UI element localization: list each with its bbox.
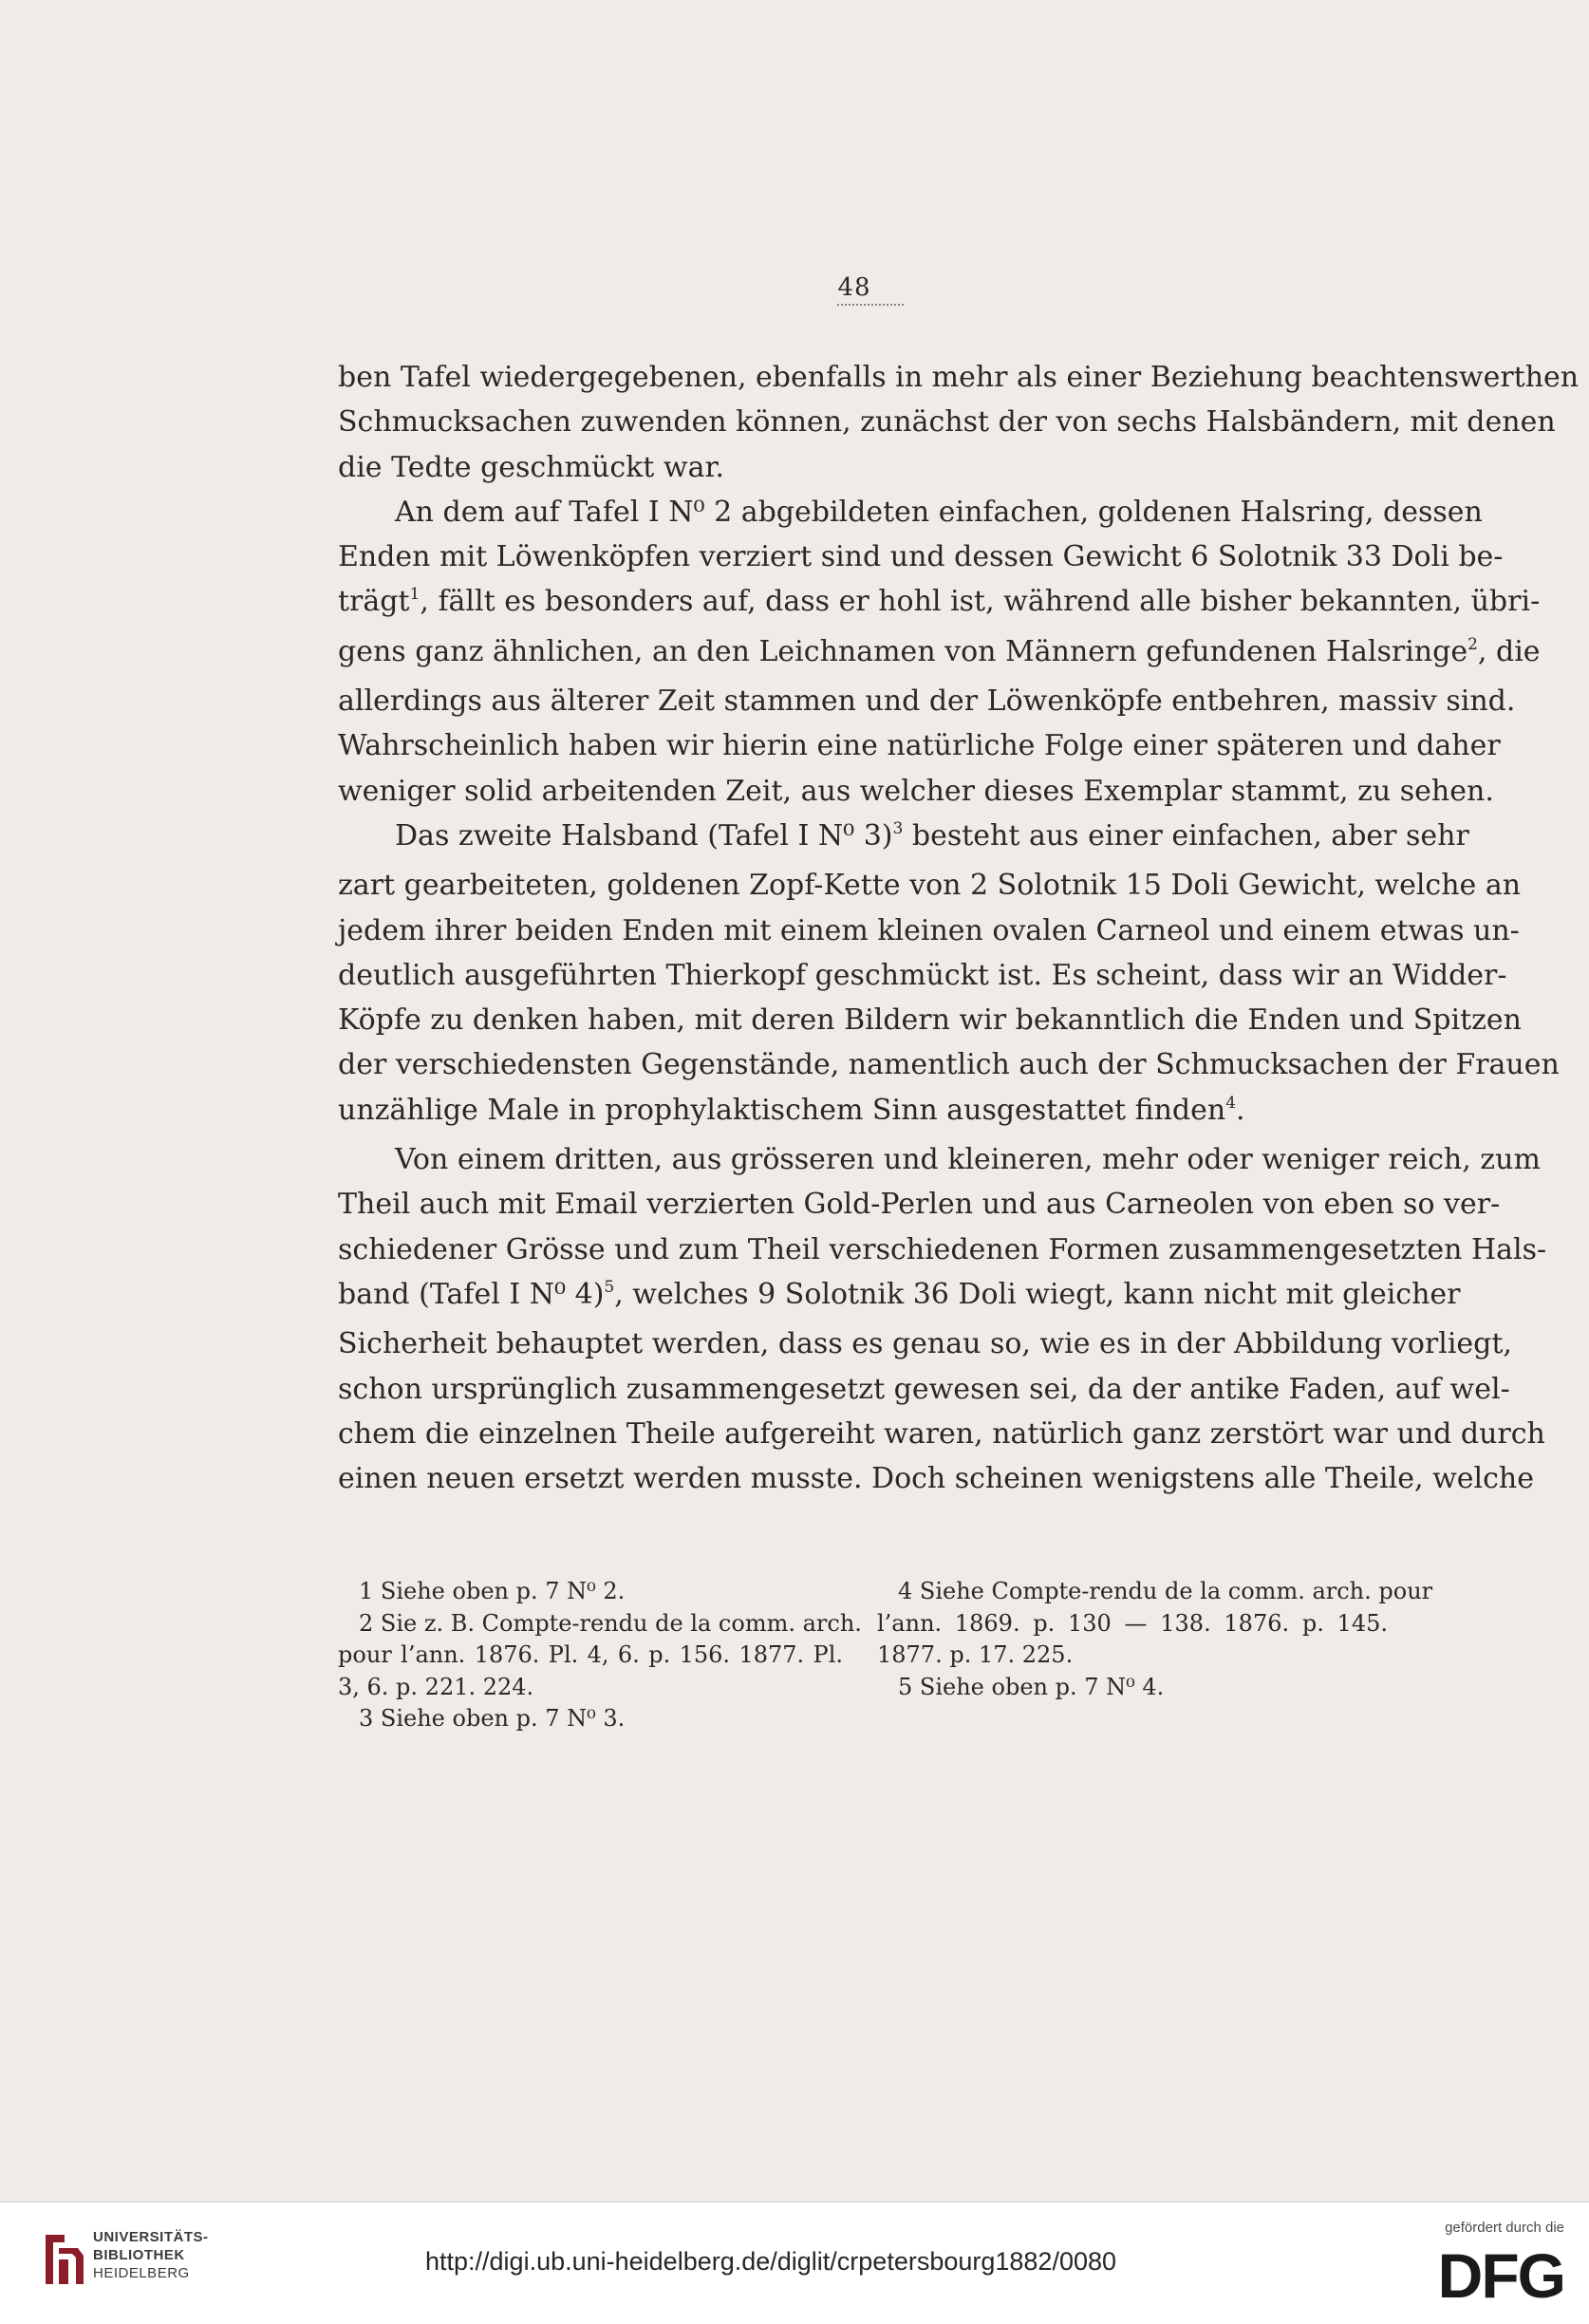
text-line: An dem auf Tafel I N⁰ 2 abgebildeten einfachen, goldenen Halsring, dessen bbox=[395, 495, 1483, 529]
text-line bbox=[338, 579, 1541, 628]
text-line: Sicherheit behauptet werden, dass es genau so, wie es in der Abbildung vorliegt, bbox=[338, 1327, 1512, 1361]
text-line bbox=[338, 629, 1541, 679]
text-line: Von einem dritten, aus grösseren und kleineren, mehr oder weniger reich, zum bbox=[395, 1143, 1541, 1177]
footnote: 3 Siehe oben p. 7 N⁰ 3. bbox=[359, 1705, 626, 1732]
text-line bbox=[338, 814, 1469, 863]
text-line: deutlich ausgeführten Thierkopf geschmückt ist. Es scheint, dass wir an Widder- bbox=[338, 958, 1507, 992]
footnote-reference: 1 bbox=[409, 585, 421, 605]
footnotes-right-column bbox=[877, 1576, 1433, 1703]
text-line: der verschiedensten Gegenstände, namentlich auch der Schmucksachen der Frauen bbox=[338, 1048, 1560, 1082]
page-number: 48 bbox=[837, 273, 871, 302]
text-line: Schmucksachen zuwenden können, zunächst der von sechs Halsbändern, mit denen bbox=[338, 405, 1556, 440]
main-text bbox=[338, 355, 1580, 1501]
footnote-continuation: l’ann. 1869. p. 130 — 138. 1876. p. 145. bbox=[877, 1609, 1388, 1637]
footnote: 5 Siehe oben p. 7 N⁰ 4. bbox=[898, 1673, 1165, 1700]
text-line: Enden mit Löwenköpfen verziert sind und dessen Gewicht 6 Solotnik 33 Doli be- bbox=[338, 540, 1504, 574]
text-fragment: , welches 9 Solotnik 36 Doli wiegt, kann nicht mit gleicher bbox=[614, 1277, 1461, 1311]
text-line: die Tedte geschmückt war. bbox=[338, 450, 725, 484]
text-line bbox=[338, 1272, 1461, 1321]
text-line: allerdings aus älterer Zeit stammen und der Löwenköpfe entbehren, massiv sind. bbox=[338, 684, 1516, 719]
footnote: 1 Siehe oben p. 7 N⁰ 2. bbox=[359, 1578, 626, 1604]
footnote: 4 Siehe Compte-rendu de la comm. arch. pour bbox=[898, 1578, 1433, 1604]
text-fragment: besteht aus einer einfachen, aber sehr bbox=[903, 818, 1469, 853]
page-number-ornament bbox=[837, 304, 904, 311]
text-fragment: band (Tafel I N⁰ 4) bbox=[338, 1277, 605, 1311]
institution-line: HEIDELBERG bbox=[93, 2265, 190, 2281]
funded-by-label: gefördert durch die bbox=[1445, 2220, 1564, 2236]
text-line: zart gearbeiteten, goldenen Zopf-Kette von 2 Solotnik 15 Doli Gewicht, welche an bbox=[338, 869, 1522, 903]
text-line: ben Tafel wiedergegebenen, ebenfalls in mehr als einer Beziehung beachtenswerthen bbox=[338, 361, 1580, 394]
footer-bar bbox=[0, 2202, 1589, 2324]
footnote: 2 Sie z. B. Compte-rendu de la comm. arch. bbox=[359, 1609, 862, 1637]
footnote-continuation: pour l’ann. 1876. Pl. 4, 6. p. 156. 1877. Pl. bbox=[338, 1641, 843, 1668]
text-fragment: unzählige Male in prophylaktischem Sinn ausgestattet finden bbox=[338, 1093, 1226, 1127]
institution-line: UNIVERSITÄTS- bbox=[93, 2229, 209, 2245]
footnote-reference: 5 bbox=[604, 1277, 615, 1297]
text-fragment: , fällt es besonders auf, dass er hohl ist, während alle bisher bekannten, übri- bbox=[420, 585, 1541, 619]
text-fragment: Das zweite Halsband (Tafel I N⁰ 3) bbox=[395, 818, 893, 853]
text-fragment: . bbox=[1236, 1093, 1245, 1127]
text-line bbox=[338, 1088, 1388, 1137]
text-line: jedem ihrer beiden Enden mit einem kleinen ovalen Carneol und einem etwas un- bbox=[338, 913, 1520, 947]
text-line: chem die einzelnen Theile aufgereiht waren, natürlich ganz zerstört war und durch bbox=[338, 1416, 1545, 1451]
text-line: schiedener Grösse und zum Theil verschiedenen Formen zusammengesetzten Hals- bbox=[338, 1232, 1547, 1266]
text-line: Wahrscheinlich haben wir hierin eine natürliche Folge einer späteren und daher bbox=[338, 729, 1501, 763]
footnote-continuation: 3, 6. p. 221. 224. bbox=[338, 1673, 534, 1700]
text-line: schon ursprünglich zusammengesetzt gewesen sei, da der antike Faden, auf wel- bbox=[338, 1372, 1510, 1406]
text-fragment: , die bbox=[1477, 634, 1541, 668]
digital-copy-link[interactable]: http://digi.ub.uni-heidelberg.de/diglit/crpetersbourg1882/0080 bbox=[425, 2247, 1117, 2276]
text-fragment: gens ganz ähnlichen, an den Leichnamen von Männern gefundenen Halsringe bbox=[338, 634, 1468, 668]
footnotes bbox=[338, 1576, 1433, 1766]
footnote-reference: 4 bbox=[1225, 1093, 1237, 1113]
ub-heidelberg-logo-icon bbox=[40, 2229, 89, 2290]
dfg-logo: DFG bbox=[1437, 2240, 1564, 2311]
footnote-reference: 2 bbox=[1467, 634, 1478, 654]
text-line: Theil auch mit Email verzierten Gold-Perlen und aus Carneolen von eben so ver- bbox=[338, 1188, 1501, 1222]
institution-name bbox=[93, 2228, 209, 2282]
text-line: Köpfe zu denken haben, mit deren Bildern wir bekanntlich die Enden und Spitzen bbox=[338, 1003, 1523, 1038]
footnote-reference: 3 bbox=[892, 818, 904, 838]
text-line: einen neuen ersetzt werden musste. Doch scheinen wenigstens alle Theile, welche bbox=[338, 1462, 1534, 1496]
institution-line: BIBLIOTHEK bbox=[93, 2247, 185, 2263]
text-fragment: trägt bbox=[338, 585, 410, 619]
footnote-continuation: 1877. p. 17. 225. bbox=[877, 1641, 1074, 1668]
footnotes-left-column bbox=[338, 1576, 862, 1735]
text-line: weniger solid arbeitenden Zeit, aus welcher dieses Exemplar stammt, zu sehen. bbox=[338, 774, 1494, 808]
